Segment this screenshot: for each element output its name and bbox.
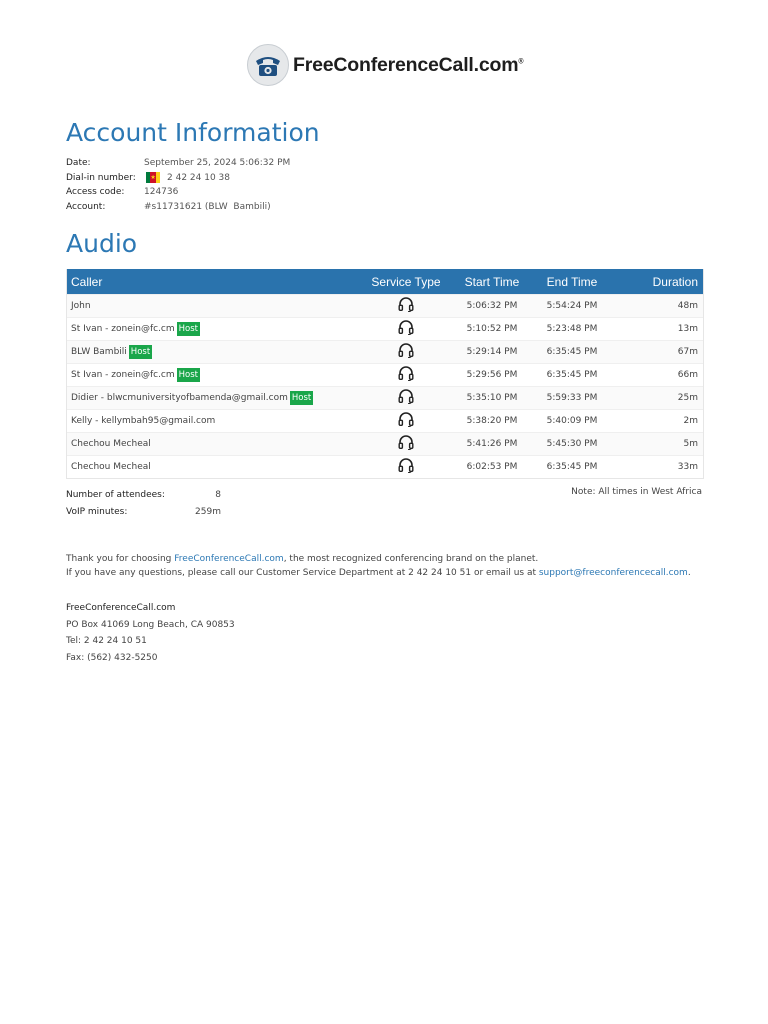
column-header-service-type: Service Type bbox=[371, 274, 441, 289]
caller-name: Kelly - kellymbah95@gmail.com bbox=[71, 416, 216, 426]
info-value: #s11731621 (BLW Bambili) bbox=[144, 201, 271, 212]
info-label: Dial-in number: bbox=[66, 172, 136, 183]
end-time-cell: 5:40:09 PM bbox=[546, 416, 598, 426]
caller-cell bbox=[67, 416, 361, 426]
table-row bbox=[67, 340, 703, 363]
caller-cell bbox=[67, 301, 361, 311]
table-row bbox=[67, 455, 703, 478]
info-row-access-code bbox=[66, 185, 290, 200]
duration-cell: 25m bbox=[677, 393, 698, 403]
info-value bbox=[144, 172, 230, 183]
attendees-value: 8 bbox=[215, 489, 221, 500]
end-time-cell: 5:54:24 PM bbox=[546, 301, 598, 311]
cameroon-flag-icon: ★ bbox=[146, 172, 160, 183]
caller-cell bbox=[67, 391, 361, 405]
info-value: September 25, 2024 5:06:32 PM bbox=[144, 158, 291, 169]
host-badge: Host bbox=[178, 370, 198, 380]
caller-cell bbox=[67, 322, 361, 336]
caller-name: Chechou Mecheal bbox=[71, 462, 151, 472]
info-label: Account: bbox=[66, 201, 106, 212]
fax: Fax: (562) 432-5250 bbox=[66, 652, 158, 663]
end-time-cell: 6:35:45 PM bbox=[546, 347, 598, 357]
column-header-caller: Caller bbox=[71, 274, 103, 289]
account-info bbox=[66, 156, 290, 214]
headset-icon bbox=[398, 366, 414, 384]
headset-icon bbox=[398, 320, 414, 338]
support-email-link[interactable]: support@freeconferencecall.com bbox=[538, 567, 688, 578]
timezone-note: Note: All times in West Africa bbox=[571, 487, 702, 497]
voip-value: 259m bbox=[195, 506, 221, 517]
attendees-row bbox=[66, 486, 221, 503]
duration-cell: 33m bbox=[677, 462, 698, 472]
start-time-cell: 6:02:53 PM bbox=[466, 462, 518, 472]
service-type-cell bbox=[361, 343, 451, 361]
column-header-end-time: End Time bbox=[546, 274, 598, 289]
end-time-cell: 5:23:48 PM bbox=[546, 324, 598, 334]
info-row-dial-in bbox=[66, 171, 290, 186]
logo-text: FreeConferenceCall.com® bbox=[293, 53, 524, 76]
headset-icon bbox=[398, 297, 414, 315]
caller-cell bbox=[67, 439, 361, 449]
thanks-line-1: Thank you for choosing FreeConferenceCall.com, the most recognized conferencing brand on the planet. bbox=[66, 554, 539, 564]
po-box: PO Box 41069 Long Beach, CA 90853 bbox=[66, 619, 235, 630]
phone-icon bbox=[247, 44, 289, 86]
info-label: Date: bbox=[66, 158, 91, 169]
telephone: Tel: 2 42 24 10 51 bbox=[66, 636, 147, 646]
caller-name: BLW Bambili bbox=[71, 347, 127, 357]
info-value: 124736 bbox=[144, 187, 179, 198]
start-time-cell: 5:10:52 PM bbox=[466, 324, 518, 334]
caller-name: Chechou Mecheal bbox=[71, 439, 151, 449]
duration-cell: 2m bbox=[683, 416, 698, 426]
website-link[interactable]: FreeConferenceCall.com bbox=[174, 554, 284, 564]
host-badge: Host bbox=[291, 393, 312, 403]
service-type-cell bbox=[361, 458, 451, 476]
headset-icon bbox=[398, 389, 414, 407]
duration-cell: 13m bbox=[677, 324, 698, 334]
caller-name: St Ivan - zonein@fc.cm bbox=[71, 324, 175, 334]
caller-name: John bbox=[71, 301, 91, 311]
duration-cell: 5m bbox=[683, 439, 698, 449]
start-time-cell: 5:06:32 PM bbox=[466, 301, 518, 311]
company-name: FreeConferenceCall.com bbox=[66, 603, 176, 613]
table-row bbox=[67, 363, 703, 386]
service-type-cell bbox=[361, 412, 451, 430]
audio-table bbox=[66, 269, 704, 479]
end-time-cell: 5:59:33 PM bbox=[546, 393, 598, 403]
caller-name: St Ivan - zonein@fc.cm bbox=[71, 370, 175, 380]
service-type-cell bbox=[361, 366, 451, 384]
start-time-cell: 5:41:26 PM bbox=[466, 439, 518, 449]
column-header-duration: Duration bbox=[652, 274, 698, 289]
table-row bbox=[67, 294, 703, 317]
dial-in-number: 2 42 24 10 38 bbox=[167, 172, 230, 183]
logo bbox=[247, 44, 523, 86]
table-row bbox=[67, 432, 703, 455]
table-body bbox=[67, 294, 703, 478]
column-header-start-time: Start Time bbox=[464, 274, 520, 289]
end-time-cell: 6:35:45 PM bbox=[546, 462, 598, 472]
account-heading: Account Information bbox=[66, 118, 320, 147]
headset-icon bbox=[398, 343, 414, 361]
service-type-cell bbox=[361, 320, 451, 338]
host-badge: Host bbox=[130, 347, 151, 357]
headset-icon bbox=[398, 458, 414, 476]
caller-name: Didier - blwcmuniversityofbamenda@gmail.com bbox=[71, 393, 288, 403]
end-time-cell: 6:35:45 PM bbox=[546, 370, 598, 380]
info-row-account bbox=[66, 200, 290, 215]
info-row-date bbox=[66, 156, 290, 171]
table-row bbox=[67, 386, 703, 409]
thank-you-text bbox=[66, 553, 691, 580]
table-header bbox=[67, 269, 703, 294]
voip-row bbox=[66, 503, 221, 520]
service-type-cell bbox=[361, 389, 451, 407]
company-address bbox=[66, 600, 235, 666]
start-time-cell: 5:29:56 PM bbox=[466, 370, 518, 380]
start-time-cell: 5:38:20 PM bbox=[466, 416, 518, 426]
headset-icon bbox=[398, 435, 414, 453]
start-time-cell: 5:29:14 PM bbox=[466, 347, 518, 357]
thanks-line-2: If you have any questions, please call our Customer Service Department at 2 42 24 10 51 or email us at support@freeconferencecall.com. bbox=[66, 567, 691, 578]
host-badge: Host bbox=[178, 324, 198, 334]
attendees-label: Number of attendees: bbox=[66, 489, 165, 500]
duration-cell: 48m bbox=[677, 301, 698, 311]
audio-heading: Audio bbox=[66, 229, 138, 258]
headset-icon bbox=[398, 412, 414, 430]
summary bbox=[66, 486, 221, 520]
service-type-cell bbox=[361, 435, 451, 453]
start-time-cell: 5:35:10 PM bbox=[466, 393, 518, 403]
end-time-cell: 5:45:30 PM bbox=[546, 439, 598, 449]
table-row bbox=[67, 409, 703, 432]
service-type-cell bbox=[361, 297, 451, 315]
caller-cell bbox=[67, 368, 361, 382]
info-label: Access code: bbox=[66, 187, 125, 198]
table-row bbox=[67, 317, 703, 340]
voip-label: VoIP minutes: bbox=[66, 506, 128, 517]
duration-cell: 67m bbox=[677, 347, 698, 357]
caller-cell bbox=[67, 345, 361, 359]
caller-cell bbox=[67, 462, 361, 472]
duration-cell: 66m bbox=[677, 370, 698, 380]
